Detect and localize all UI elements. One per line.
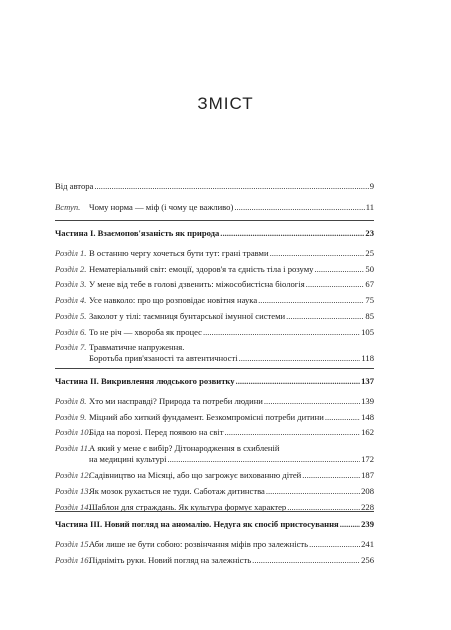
page-number: 139 [361,396,374,406]
page-number: 11 [365,202,374,212]
page-number: 148 [361,411,374,422]
dot-leader [234,202,364,213]
entry-line [55,519,374,530]
chapter-entry [55,539,374,550]
page-number: 208 [361,485,374,496]
entry-line [89,396,374,407]
dot-leader [302,470,360,481]
entry-title: В останню чергу хочеться бути тут: грані травми [89,248,269,258]
dot-leader [266,486,360,497]
chapter-entry [55,555,374,566]
page-number: 228 [361,501,374,512]
chapter-entry [55,342,374,364]
dot-leader [340,519,360,530]
chapter-entry [55,295,374,306]
entry-label: Розділ 11. [55,443,91,454]
entry-title: Шаблон для страждань. Як культура формує характер [89,501,287,512]
page-number: 187 [361,470,374,481]
entry-line [89,279,374,290]
chapter-entry [55,427,374,438]
dot-leader [220,228,364,239]
entry-label: Розділ 9. [55,411,87,422]
entry-line [89,454,374,465]
entry-line [89,311,374,322]
entry-label: Розділ 6. [55,326,87,337]
entry-label: Розділ 5. [55,310,87,321]
entry-label: Розділ 10. [55,427,91,438]
dot-leader [236,376,361,387]
page-number: 118 [361,353,374,364]
entry-label: Розділ 7. [55,342,87,353]
dot-leader [306,279,365,290]
entry-label: Розділ 15. [55,539,91,549]
page-number: 67 [365,279,374,290]
entry-line [89,295,374,306]
toc-entry [55,202,374,213]
dot-leader [94,181,368,192]
section-rule [55,220,374,221]
entry-line [89,539,374,550]
entry-line [89,470,374,481]
entry-line [89,412,374,423]
entry-title: Аби лише не бути собою: розвінчання міфів про залежність [89,539,309,549]
entry-line [89,443,374,454]
chapter-entry [55,248,374,259]
entry-title: Усе навколо: про що розповідає новітня наука [89,295,258,306]
entry-title: Заколот у тілі: таємниця бунтарської імунної системи [89,310,286,321]
entry-line [55,376,374,387]
dot-leader [203,327,360,338]
dot-leader [252,555,360,566]
entry-label: Розділ 3. [55,279,87,290]
chapter-entry [55,279,374,290]
entry-title: на медицині культурі [89,454,167,465]
dot-leader [314,264,364,275]
page-number: 23 [365,228,374,238]
dot-leader [270,248,365,259]
page-number: 256 [361,554,374,565]
chapter-entry [55,443,374,465]
entry-line [89,353,374,364]
entry-label: Розділ 12. [55,470,91,481]
dot-leader [325,412,360,423]
chapter-entry [55,396,374,407]
entry-line [89,264,374,275]
chapter-entry [55,412,374,423]
entry-title: Травматичне напруження. [89,342,185,353]
entry-title: Частина II. Викривлення людського розвитку [55,376,235,386]
entry-line [89,327,374,338]
chapter-entry [55,486,374,497]
entry-title: Садівництво на Місяці, або що загрожує вихованню дітей [89,470,302,481]
page-title: ЗМІСТ [197,94,254,113]
entry-title: Біда на порозі. Перед появою на світ [89,427,224,438]
entry-title: То не річ — хвороба як процес [89,326,202,337]
page-number: 25 [365,248,374,258]
entry-label: Розділ 8. [55,396,87,406]
page-number: 85 [365,310,374,321]
entry-title: Чому норма — міф (і чому це важливо) [89,202,234,212]
entry-title: У мене від тебе в голові дзвенить: міжособистісна біологія [89,279,305,290]
entry-label: Розділ 1. [55,248,87,258]
entry-line [89,202,374,213]
entry-label: Розділ 14. [55,501,91,512]
page-number: 241 [361,539,374,549]
chapter-entry [55,470,374,481]
chapter-entry [55,327,374,338]
entry-line [89,342,374,353]
chapter-entry [55,311,374,322]
entry-title: А який у мене є вибір? Дітонародження в схибленій [89,443,280,454]
dot-leader [286,311,364,322]
page-number: 137 [361,376,374,386]
entry-title: Від автора [55,181,94,191]
dot-leader [239,353,361,364]
entry-title: Хто ми насправді? Природа та потреби людини [89,396,263,406]
entry-line [89,486,374,497]
part-heading [55,376,374,387]
page-number: 50 [365,263,374,274]
entry-label: Вступ. [55,202,81,212]
entry-line [89,427,374,438]
dot-leader [224,427,360,438]
entry-label: Розділ 2. [55,263,87,274]
entry-line [55,181,374,192]
page-number: 172 [361,454,374,465]
entry-line [89,555,374,566]
entry-title: Підніміть руки. Новий погляд на залежність [89,554,252,565]
entry-label: Розділ 4. [55,295,87,306]
toc-entry [55,181,374,192]
part-heading [55,519,374,530]
dot-leader [264,396,360,407]
page-number: 239 [361,519,374,529]
page-number: 162 [361,427,374,438]
page-number: 105 [361,326,374,337]
entry-title: Як мозок рухається не туди. Саботаж дитинства [89,485,265,496]
entry-title: Частина I. Взаємопов'язаність як природа [55,228,220,238]
entry-label: Розділ 16. [55,554,91,565]
entry-line [55,228,374,239]
page-number: 75 [365,295,374,306]
entry-title: Частина III. Новий погляд на аномалію. Недуга як спосіб пристосування [55,519,339,529]
entry-title: Міцний або хиткий фундамент. Безкомпромісні потреби дитини [89,411,324,422]
entry-line [89,248,374,259]
section-rule [55,511,374,512]
dot-leader [309,539,360,550]
entry-label: Розділ 13. [55,485,91,496]
page-number: 9 [369,181,374,191]
part-heading [55,228,374,239]
entry-title: Боротьба прив'язаності та автентичності [89,353,238,364]
section-rule [55,368,374,369]
entry-title: Нематеріальний світ: емоції, здоров'я та єдність тіла і розуму [89,263,314,274]
dot-leader [167,454,360,465]
chapter-entry [55,264,374,275]
dot-leader [258,295,364,306]
